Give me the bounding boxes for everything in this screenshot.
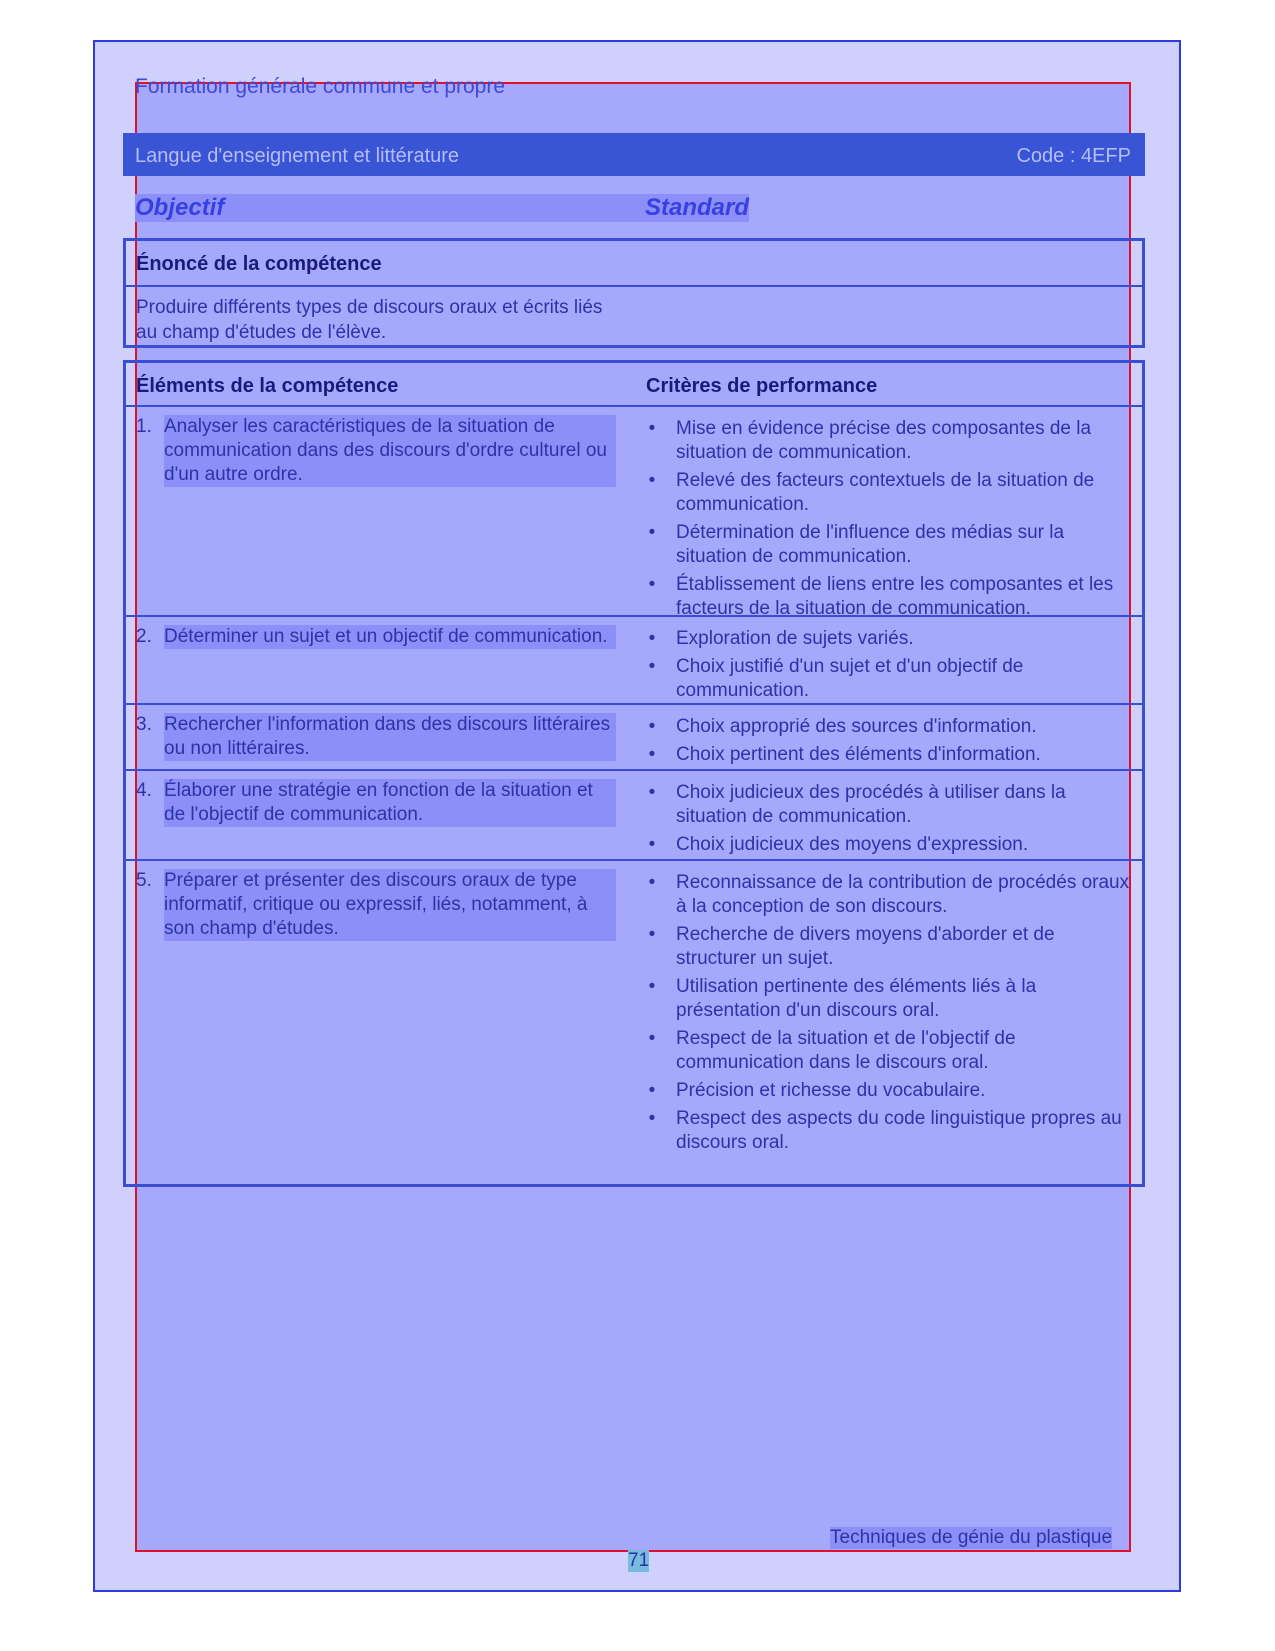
elements-column-header: Éléments de la compétence	[136, 375, 399, 397]
list-item	[646, 627, 1131, 651]
criteria-list	[646, 627, 1131, 707]
element-description: Rechercher l'information dans des discours littéraires ou non littéraires.	[164, 713, 616, 761]
criterion-text: Choix judicieux des moyens d'expression.	[676, 834, 1029, 855]
list-item	[646, 833, 1131, 857]
list-item	[646, 469, 1131, 517]
bullet-icon: •	[648, 574, 656, 595]
bullet-icon: •	[648, 418, 656, 439]
list-item	[646, 573, 1131, 621]
criteria-column-header: Critères de performance	[646, 375, 878, 397]
element-description: Déterminer un sujet et un objectif de communication.	[164, 625, 616, 649]
criterion-text: Choix judicieux des procédés à utiliser dans la situation de communication.	[676, 782, 1066, 827]
criteria-list	[646, 417, 1131, 625]
criterion-text: Respect de la situation et de l'objectif de communication dans le discours oral.	[676, 1028, 1016, 1073]
bullet-icon: •	[648, 872, 656, 893]
list-item	[646, 1027, 1131, 1075]
criteria-list	[646, 871, 1131, 1159]
element-description: Préparer et présenter des discours oraux de type informatif, critique ou expressif, liés, notamment, à son champ d'études.	[164, 869, 616, 941]
element-number: 1.	[136, 416, 152, 437]
elements-table	[123, 360, 1145, 1187]
criterion-text: Choix approprié des sources d'information.	[676, 716, 1037, 737]
enonce-title: Énoncé de la compétence	[136, 253, 382, 275]
criterion-text: Choix justifié d'un sujet et d'un objectif de communication.	[676, 656, 1024, 701]
bullet-icon: •	[648, 470, 656, 491]
list-item	[646, 871, 1131, 919]
list-item	[646, 1079, 1131, 1103]
course-title: Langue d'enseignement et littérature	[135, 145, 460, 167]
criterion-text: Choix pertinent des éléments d'information.	[676, 744, 1041, 765]
element-number: 5.	[136, 870, 152, 891]
list-item	[646, 975, 1131, 1023]
bullet-icon: •	[648, 744, 656, 765]
enonce-header	[126, 241, 1142, 287]
element-text	[136, 779, 616, 827]
enonce-text: Produire différents types de discours oraux et écrits liés au champ d'études de l'élève.	[136, 297, 603, 343]
table-row	[126, 615, 1142, 705]
section-title: Formation générale commune et propre	[135, 75, 506, 98]
element-text	[136, 625, 616, 649]
bullet-icon: •	[648, 522, 656, 543]
page-number: 71	[628, 1550, 650, 1571]
bullet-icon: •	[648, 1028, 656, 1049]
criterion-text: Respect des aspects du code linguistique propres au discours oral.	[676, 1108, 1122, 1153]
criterion-text: Mise en évidence précise des composantes de la situation de communication.	[676, 418, 1092, 463]
element-number: 2.	[136, 626, 152, 647]
criteria-list	[646, 715, 1131, 771]
table-row	[126, 859, 1142, 1161]
list-item	[646, 743, 1131, 767]
list-item	[646, 1107, 1131, 1155]
list-item	[646, 417, 1131, 465]
footer-program: Techniques de génie du plastique	[830, 1527, 1113, 1548]
list-item	[646, 923, 1131, 971]
bullet-icon: •	[648, 924, 656, 945]
criteria-list	[646, 781, 1131, 861]
course-band	[123, 133, 1145, 176]
element-number: 4.	[136, 780, 152, 801]
criterion-text: Utilisation pertinente des éléments liés à la présentation d'un discours oral.	[676, 976, 1037, 1021]
course-code: Code : 4EFP	[1016, 145, 1131, 167]
bullet-icon: •	[648, 656, 656, 677]
table-row	[126, 405, 1142, 617]
element-description: Analyser les caractéristiques de la situation de communication dans des discours d'ordre culturel ou d'un autre ordre.	[164, 415, 616, 487]
list-item	[646, 781, 1131, 829]
criterion-text: Relevé des facteurs contextuels de la situation de communication.	[676, 470, 1095, 515]
element-description: Élaborer une stratégie en fonction de la situation et de l'objectif de communication.	[164, 779, 616, 827]
list-item	[646, 715, 1131, 739]
bullet-icon: •	[648, 976, 656, 997]
criterion-text: Reconnaissance de la contribution de procédés oraux à la conception de son discours.	[676, 872, 1130, 917]
criterion-text: Établissement de liens entre les composantes et les facteurs de la situation de communication.	[676, 574, 1114, 619]
element-text	[136, 713, 616, 761]
bullet-icon: •	[648, 1080, 656, 1101]
criterion-text: Détermination de l'influence des médias sur la situation de communication.	[676, 522, 1065, 567]
table-row	[126, 769, 1142, 861]
list-item	[646, 521, 1131, 569]
table-row	[126, 703, 1142, 771]
criterion-text: Exploration de sujets variés.	[676, 628, 914, 649]
enonce-box	[123, 238, 1145, 348]
bullet-icon: •	[648, 716, 656, 737]
criterion-text: Précision et richesse du vocabulaire.	[676, 1080, 986, 1101]
criterion-text: Recherche de divers moyens d'aborder et de structurer un sujet.	[676, 924, 1055, 969]
element-text	[136, 869, 616, 941]
objective-heading: Objectif	[135, 194, 645, 222]
bullet-icon: •	[648, 628, 656, 649]
bullet-icon: •	[648, 834, 656, 855]
list-item	[646, 655, 1131, 703]
bullet-icon: •	[648, 1108, 656, 1129]
standard-heading: Standard	[645, 194, 750, 221]
element-number: 3.	[136, 714, 152, 735]
element-text	[136, 415, 616, 487]
bullet-icon: •	[648, 782, 656, 803]
